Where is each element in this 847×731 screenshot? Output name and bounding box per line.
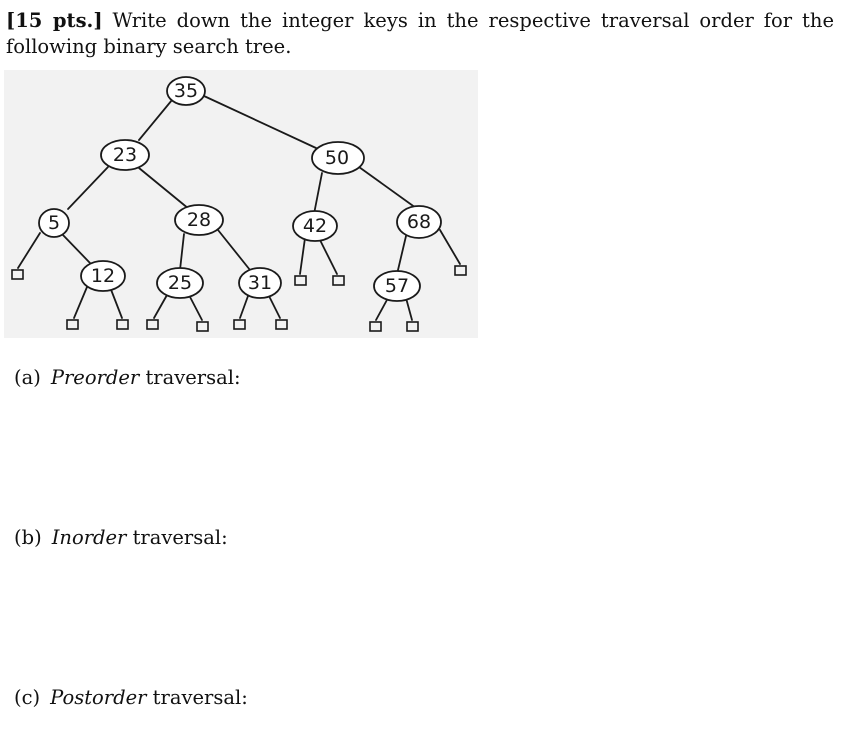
node-key: 57 — [384, 275, 410, 297]
traversal-name: Inorder — [51, 526, 127, 549]
bst-drawing — [4, 70, 478, 338]
node-key: 23 — [112, 144, 138, 166]
null-leaf — [197, 322, 208, 331]
points-label: [15 pts.] — [6, 9, 103, 32]
node-key: 12 — [90, 265, 116, 287]
null-leaf — [455, 266, 466, 275]
node-50 — [312, 142, 364, 174]
node-key: 50 — [324, 147, 350, 169]
node-57 — [374, 271, 420, 301]
part-a-preorder — [14, 366, 241, 389]
null-leaf — [276, 320, 287, 329]
node-31 — [239, 268, 281, 298]
edge-5-12 — [62, 234, 90, 263]
edge-12-leaf-l — [74, 287, 87, 318]
node-key: 68 — [406, 211, 432, 233]
part-c-postorder — [14, 686, 248, 709]
node-key: 25 — [167, 272, 193, 294]
edge-28-31 — [218, 230, 250, 270]
node-key: 5 — [47, 212, 61, 234]
null-leaf — [295, 276, 306, 285]
part-label: (a) — [14, 366, 41, 389]
null-leaf — [333, 276, 344, 285]
edge-35-50 — [204, 96, 316, 148]
part-label: (c) — [14, 686, 41, 709]
edge-57-leaf-l — [376, 298, 388, 320]
null-leaf — [407, 322, 418, 331]
node-key: 42 — [302, 215, 328, 237]
edge-42-leaf-l — [300, 238, 305, 274]
edge-25-leaf-r — [189, 295, 202, 320]
bst-figure — [4, 70, 478, 338]
edge-68-57 — [398, 236, 406, 270]
part-b-inorder — [14, 526, 228, 549]
node-5 — [39, 209, 69, 237]
edge-50-68 — [359, 167, 416, 208]
edge-5-leaf — [18, 233, 40, 268]
edge-28-25 — [180, 234, 184, 270]
edge-23-5 — [68, 167, 108, 209]
node-42 — [293, 211, 337, 241]
null-leaf — [12, 270, 23, 279]
question-body: Write down the integer keys in the respective traversal order for the following binary search tree. — [6, 9, 834, 58]
traversal-suffix: traversal: — [132, 526, 228, 549]
null-leaf — [370, 322, 381, 331]
node-68 — [397, 206, 441, 238]
traversal-name: Preorder — [50, 366, 140, 389]
node-key: 31 — [247, 272, 273, 294]
traversal-suffix: traversal: — [145, 366, 241, 389]
traversal-suffix: traversal: — [152, 686, 248, 709]
null-leaf — [117, 320, 128, 329]
edge-68-leaf — [440, 230, 460, 264]
edge-50-42 — [314, 173, 322, 214]
edge-25-leaf-l — [154, 295, 167, 318]
edge-42-leaf-r — [319, 238, 337, 274]
edge-57-leaf-r — [406, 298, 412, 320]
edge-23-28 — [139, 168, 189, 209]
edge-35-23 — [139, 100, 172, 140]
edge-31-leaf-r — [268, 294, 280, 318]
node-28 — [175, 205, 223, 235]
null-leaf — [147, 320, 158, 329]
node-12 — [81, 261, 125, 291]
edge-31-leaf-l — [240, 296, 248, 318]
node-key: 35 — [173, 80, 199, 102]
node-25 — [157, 268, 203, 298]
node-key: 28 — [186, 209, 212, 231]
traversal-name: Postorder — [50, 686, 147, 709]
null-leaf — [67, 320, 78, 329]
null-leaf — [234, 320, 245, 329]
edge-12-leaf-r — [110, 287, 122, 318]
node-35 — [167, 77, 205, 105]
part-label: (b) — [14, 526, 42, 549]
node-23 — [101, 140, 149, 170]
question-text — [6, 8, 834, 60]
